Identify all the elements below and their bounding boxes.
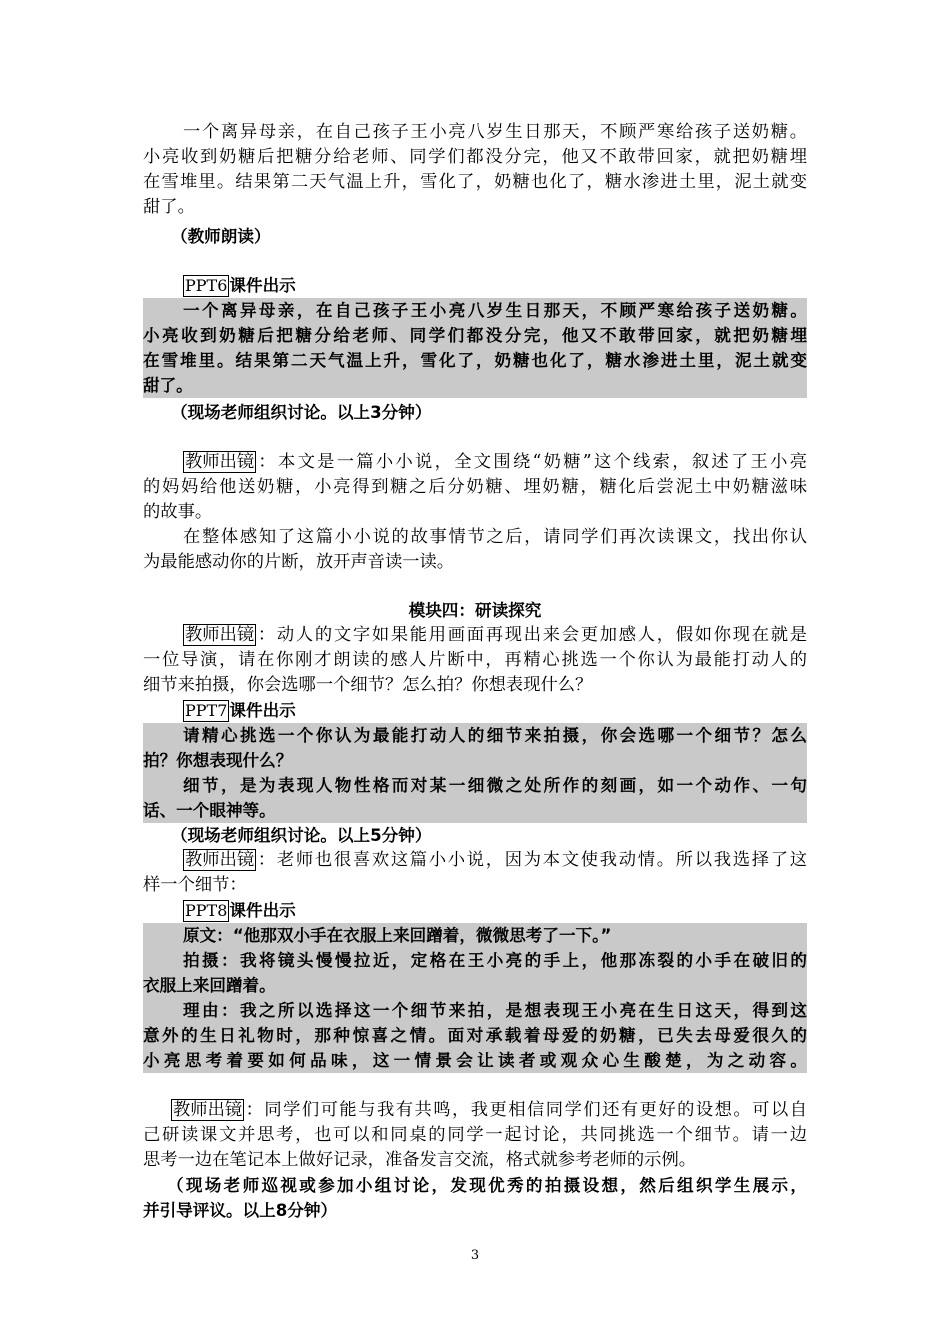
para1-line-2: 小亮收到奶糖后把糖分给老师、同学们都没分完，他又不敢带回家，就把奶糖埋 xyxy=(143,147,807,167)
ppt6-heading xyxy=(183,273,296,298)
teacher2-line-2: 一位导演，请在你刚才朗读的感人片断中，再精心挑选一个你认为最能打动人的 xyxy=(143,650,807,670)
ppt8-tag: PPT8 xyxy=(185,901,228,920)
para1-line-4: 甜了。 xyxy=(143,197,195,217)
shade3-line-5: 意外的生日礼物时，那种惊喜之情。面对承载着母爱的奶糖，已失去母爱很久的 xyxy=(143,1026,807,1045)
teacher3-line-1 xyxy=(143,848,807,873)
ppt6-tag: PPT6 xyxy=(185,276,228,295)
para2-line-2: 为最能感动你的片断，放开声音读一读。 xyxy=(143,552,455,572)
teacher4-line-3: 思考一边在笔记本上做好记录，准备发言交流，格式就参考老师的示例。 xyxy=(143,1150,697,1170)
shade2-line-3: 细节，是为表现人物性格而对某一细微之处所作的刻画，如一个动作、一句 xyxy=(183,776,807,795)
shade1-line-2: 小亮收到奶糖后把糖分给老师、同学们都没分完，他又不敢带回家，就把奶糖埋 xyxy=(143,326,807,345)
shade1-line-1: 一个离异母亲，在自己孩子王小亮八岁生日那天，不顾严寒给孩子送奶糖。 xyxy=(183,301,807,320)
ppt8-suffix: 课件出示 xyxy=(229,901,296,920)
shade1-line-4: 甜了。 xyxy=(143,376,193,395)
ppt7-heading xyxy=(183,698,296,723)
shade2-line-2: 拍？你想表现什么？ xyxy=(143,751,293,770)
shade3-line-4: 理由：我之所以选择这一个细节来拍，是想表现王小亮在生日这天，得到这 xyxy=(183,1001,807,1020)
teacher3-tag: 教师出镜 xyxy=(185,850,255,870)
teacher4-text-1: ：同学们可能与我有共鸣，我更相信同学们还有更好的设想。可以自 xyxy=(244,1100,807,1120)
ppt6-suffix: 课件出示 xyxy=(229,276,296,295)
shade3-line-2: 拍摄：我将镜头慢慢拉近，定格在王小亮的手上，他那冻裂的小手在破旧的 xyxy=(183,951,807,970)
para1-line-3: 在雪堆里。结果第二天气温上升，雪化了，奶糖也化了，糖水渗进土里，泥土就变 xyxy=(143,172,807,192)
ppt7-suffix: 课件出示 xyxy=(229,701,296,720)
note-discussion-5min: （现场老师组织讨论。以上5分钟） xyxy=(171,826,432,845)
teacher1-tag: 教师出镜 xyxy=(185,452,255,472)
teacher4-line-1 xyxy=(143,1098,807,1123)
teacher2-line-1 xyxy=(143,623,807,648)
teacher4-line-2: 己研读课文并思考，也可以和同桌的同学一起讨论，共同挑选一个细节。请一边 xyxy=(143,1125,807,1145)
shade2-line-1: 请精心挑选一个你认为最能打动人的细节来拍摄，你会选哪一个细节？怎么 xyxy=(183,726,807,745)
teacher1-line-3: 的故事。 xyxy=(143,502,213,522)
teacher4-tag: 教师出镜 xyxy=(173,1100,243,1120)
shade3-line-6: 小亮思考着要如何品味，这一情景会让读者或观众心生酸楚，为之动容。 xyxy=(143,1051,807,1070)
para2-line-1: 在整体感知了这篇小小说的故事情节之后，请同学们再次读课文，找出你认 xyxy=(183,527,807,547)
teacher1-line-2: 的妈妈给他送奶糖，小亮得到糖之后分奶糖、埋奶糖，糖化后尝泥土中奶糖滋味 xyxy=(143,477,807,497)
page-number: 3 xyxy=(470,1248,480,1263)
shade3-line-1: 原文：“他那双小手在衣服上来回蹭着，微微思考了一下。” xyxy=(183,926,612,945)
module-four-heading: 模块四：研读探究 xyxy=(408,601,542,620)
teacher3-line-2: 样一个细节： xyxy=(143,875,247,895)
teacher2-tag: 教师出镜 xyxy=(185,625,255,645)
shade2-line-4: 话、一个眼神等。 xyxy=(143,801,276,820)
shade3-line-3: 衣服上来回蹭着。 xyxy=(143,976,276,995)
note-teacher-reading: （教师朗读） xyxy=(171,227,271,246)
teacher3-text-1: ：老师也很喜欢这篇小小说，因为本文使我动情。所以我选择了这 xyxy=(256,850,807,870)
note4-line-2: 并引导评议。以上8分钟） xyxy=(143,1201,338,1220)
para1-line-1: 一个离异母亲，在自己孩子王小亮八岁生日那天，不顾严寒给孩子送奶糖。 xyxy=(183,122,807,142)
ppt7-tag: PPT7 xyxy=(185,701,228,720)
teacher1-line-1 xyxy=(143,450,807,475)
teacher2-line-3: 细节来拍摄，你会选哪一个细节？怎么拍？你想表现什么？ xyxy=(143,675,593,695)
teacher2-text-1: ：动人的文字如果能用画面再现出来会更加感人，假如你现在就是 xyxy=(256,625,807,645)
note4-line-1: （现场老师巡视或参加小组讨论，发现优秀的拍摄设想，然后组织学生展示， xyxy=(167,1176,807,1195)
ppt8-heading xyxy=(183,898,296,923)
note-discussion-3min: （现场老师组织讨论。以上3分钟） xyxy=(171,403,432,422)
teacher1-text-1: ：本文是一篇小小说，全文围绕“奶糖”这个线索，叙述了王小亮 xyxy=(256,452,807,472)
shade1-line-3: 在雪堆里。结果第二天气温上升，雪化了，奶糖也化了，糖水渗进土里，泥土就变 xyxy=(143,351,807,370)
